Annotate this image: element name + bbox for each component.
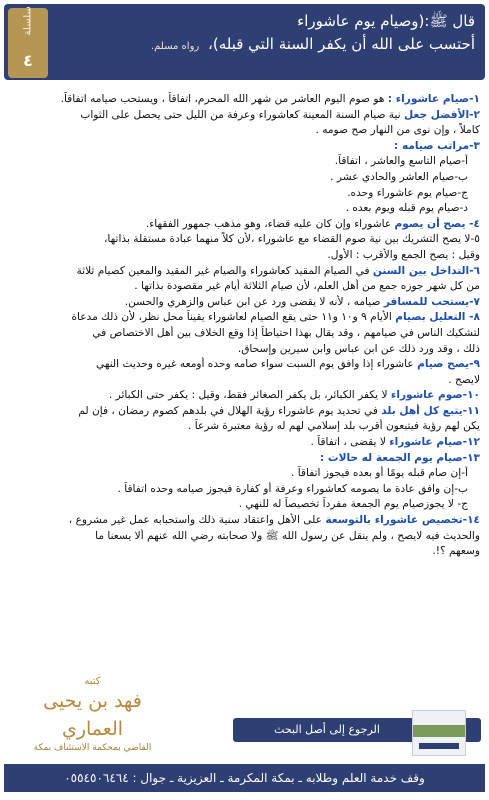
author-signature xyxy=(20,676,165,762)
hadith-line-2-text: أحتسب على الله أن يكفر السنة التي قبله)، xyxy=(208,35,475,53)
footer-bar: وقف خدمة العلم وطلابه ـ بمكة المكرمة ـ العزيزية ـ جوال : ٠٥٥٤٥٠٦٤٦٤ xyxy=(4,764,485,792)
ruling-text: لا يكفر الكبائر، بل يكفر الصغائر فقط، وقيل : يكفر حتى الكبائر . xyxy=(108,389,391,402)
ruling-line xyxy=(10,201,480,217)
header-banner xyxy=(4,4,485,80)
ruling-line xyxy=(10,139,480,155)
ruling-heading: ٤- يصح أن يصوم xyxy=(394,217,480,230)
ruling-heading: ١٠-صوم عاشوراء xyxy=(390,389,480,402)
ruling-line xyxy=(10,154,480,170)
ruling-text: الأيام ٩ و١٠ و١١ حتى يقع الصيام لعاشوراء يقيناً محل نظر، لأن ذلك مدعاة xyxy=(71,311,396,324)
rulings-list xyxy=(10,92,480,560)
ruling-line xyxy=(10,92,480,108)
ruling-text: من كل شهر جوزه جمع من أهل العلم، لأن صيام الثلاثة أيام غير مقصودة بذاتها . xyxy=(134,280,480,293)
ruling-line xyxy=(10,466,480,482)
ruling-text: هو صوم اليوم العاشر من شهر الله المحرم، اتفاقاً ، ويستحب صيامه اتفاقاً. xyxy=(60,93,388,105)
ruling-line xyxy=(10,529,480,545)
series-tab xyxy=(8,8,48,78)
ruling-line xyxy=(10,232,480,248)
ruling-line xyxy=(10,217,480,233)
ruling-heading: ١٤-تخصيص عاشوراء بالتوسعة xyxy=(325,514,480,527)
ruling-text: وقيل : يصح الجمع والأقرب : الأول. xyxy=(327,248,480,261)
ruling-line xyxy=(10,342,480,358)
ruling-line xyxy=(10,248,480,264)
ruling-text: لايصح . xyxy=(448,373,480,386)
ruling-line xyxy=(10,497,480,513)
book-cover-band xyxy=(419,743,459,749)
ruling-text: في تحديد يوم عاشوراء رؤية الهلال في بلدهم كصوم رمضان ، فإن لم xyxy=(78,404,382,417)
hadith-reference: رواه مسلم. xyxy=(150,41,200,52)
ruling-line xyxy=(10,404,480,420)
ruling-text: والحديث فيه لايصح ، ولم ينقل عن رسول الله ﷺ ولا صحابته رضي الله عنهم ألا يسعنا ما xyxy=(95,529,480,542)
ruling-line xyxy=(10,186,480,202)
ruling-line xyxy=(10,108,480,124)
back-to-research-button[interactable]: الرجوع إلى أصل البحث xyxy=(233,718,481,742)
ruling-line xyxy=(10,279,480,295)
ruling-line xyxy=(10,513,480,529)
ruling-line xyxy=(10,388,480,404)
ruling-line xyxy=(10,373,480,389)
ruling-line xyxy=(10,435,480,451)
ruling-text: ب-صيام العاشر والحادي عشر . xyxy=(330,170,468,183)
ruling-text: وسعهم ؟!. xyxy=(432,545,480,558)
ruling-text: أ-صيام التاسع والعاشر ، اتفاقاً. xyxy=(334,155,468,168)
ruling-text: عاشوراء إذا وافق يوم السبت سواء صامه وحده أومعه غيره وحديث النهي xyxy=(96,358,418,371)
ruling-line xyxy=(10,264,480,280)
ruling-heading: ١٢-صيام عاشوراء xyxy=(389,436,480,449)
ruling-text: عاشوراء وإن كان عليه قضاء، وهو مذهب جمهور الفقهاء. xyxy=(145,217,395,230)
book-cover-stripe xyxy=(413,725,465,737)
ruling-heading: ٨- التعليل بصيام xyxy=(395,311,480,324)
ruling-line xyxy=(10,310,480,326)
ruling-text: ج-صيام يوم عاشوراء وحده. xyxy=(347,186,468,199)
ruling-line xyxy=(10,419,480,435)
ruling-text: كاملاً ، وإن نوى من النهار صح صومه . xyxy=(315,124,480,137)
ruling-heading: ٢-الأفضل جعل xyxy=(404,108,480,121)
ruling-text: د-صيام يوم قبله ويوم بعده . xyxy=(345,202,468,215)
author-name: فهد بن يحيى العماري xyxy=(43,690,142,740)
ruling-text: صيامه ، لأنه لا يقضى ورد عن ابن عباس والزهري والحسن. xyxy=(124,295,384,308)
ruling-text: لا يقضى ، اتفاقاً . xyxy=(310,436,390,449)
ruling-heading: ١-صيام عاشوراء : xyxy=(387,93,480,105)
ruling-heading: ١١-يتبع كل أهل بلد xyxy=(381,404,480,417)
ruling-heading: ١٣-صيام يوم الجمعة له حالات : xyxy=(320,451,480,464)
ruling-line xyxy=(10,544,480,560)
series-tab-number: ٤ xyxy=(23,51,33,70)
ruling-line xyxy=(10,170,480,186)
ruling-line xyxy=(10,357,480,373)
series-tab-word: سلسلة xyxy=(22,6,34,36)
ruling-text: لتشكيك الناس في صيامهم ، وقد يقال بهذا احتياطاً إذا وقع الخلاف بين أهل الاختصاص في xyxy=(92,326,480,339)
ruling-text: يكن لهم رؤية فيتبعون أقرب بلد إسلامي لهم له رؤية معتبرة شرعاً . xyxy=(188,420,480,433)
book-cover-icon[interactable] xyxy=(412,710,466,756)
hadith-line-1: قال ﷺ:(وصيام يوم عاشوراء xyxy=(297,12,475,30)
ruling-heading: ٣-مراتب صيامه : xyxy=(394,139,480,152)
ruling-heading: ٧-يستحب للمسافر xyxy=(383,295,480,308)
hadith-line-2 xyxy=(55,32,475,59)
author-role: القاضي بمحكمة الاستئناف بمكة xyxy=(33,743,152,753)
ruling-heading: ٩-يصح صيام xyxy=(417,358,480,371)
ruling-text: ذلك ، وقد ورد ذلك عن ابن عباس وابن سيرين وإسحاق. xyxy=(237,342,480,355)
ruling-heading: ٦-التداخل بين السنن xyxy=(372,264,480,277)
ruling-text: أ-إن صام قبله يومًا أو بعده فيجوز اتفاقاً . xyxy=(290,467,468,480)
hadith-text xyxy=(55,10,475,59)
ruling-text: في الصيام المقيد كعاشوراء والصيام غير المقيد والمعين كصيام ثلاثة xyxy=(76,264,373,277)
ruling-line xyxy=(10,123,480,139)
ruling-text: ٥-لا يصح التشريك بين نية صوم القضاء مع عاشوراء ،لأن كلاً منهما عبادة مستقلة بذاتها، xyxy=(104,233,480,246)
ruling-text: على الأهل واعتقاد سنية ذلك واستحبابه عمل غير مشروع ، xyxy=(68,514,326,527)
author-kataba: كتبه xyxy=(84,676,101,687)
ruling-text: نية صيام السنة المعينة كعاشوراء وعرفة من الليل حتى يحصل على الثواب xyxy=(80,108,405,121)
ruling-line xyxy=(10,482,480,498)
ruling-line xyxy=(10,451,480,467)
ruling-line xyxy=(10,295,480,311)
ruling-text: ب-إن وافق عادة ما يصومه كعاشوراء وعرفة أو كفارة فيجوز صيامه وحده اتفاقاً . xyxy=(117,482,468,495)
ruling-text: ج- لا يجوزصيام يوم الجمعة مفرداً تخصيصاً له للنهي . xyxy=(238,498,468,511)
ruling-line xyxy=(10,326,480,342)
